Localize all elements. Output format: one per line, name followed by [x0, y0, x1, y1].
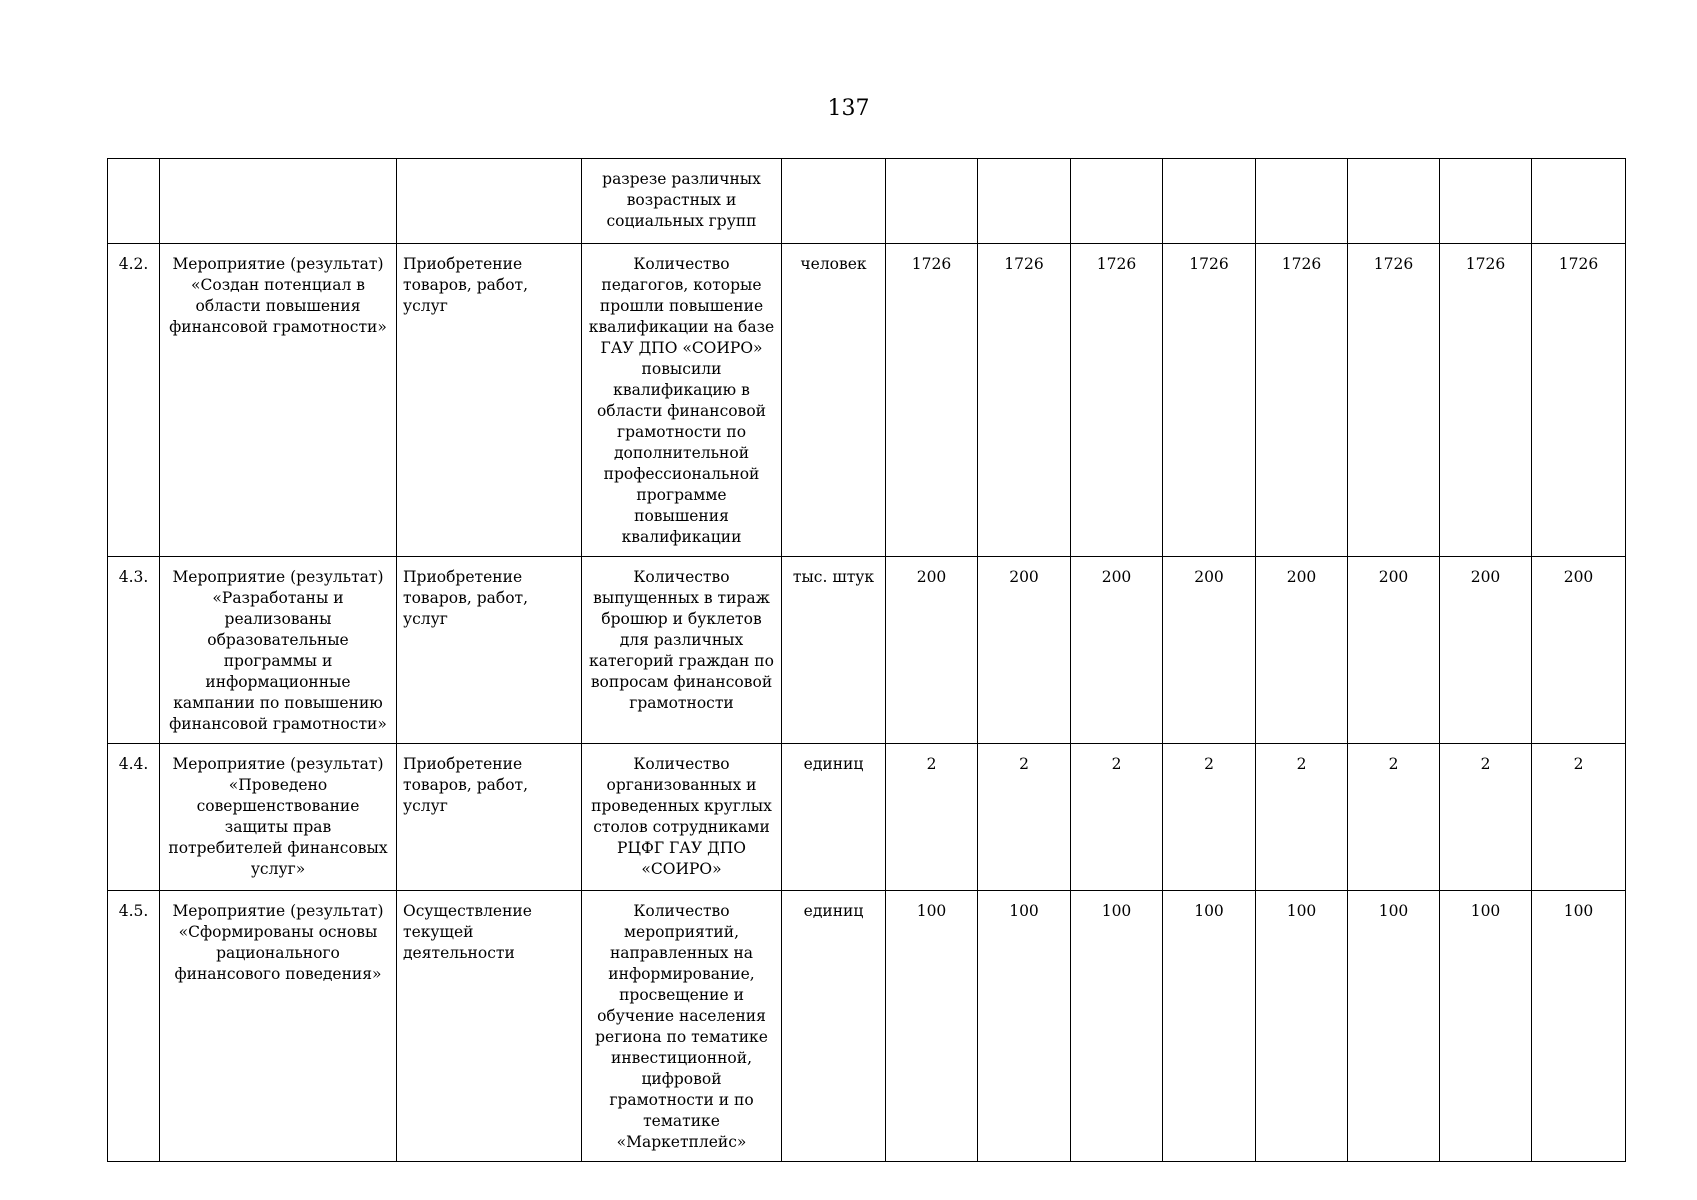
cell-type — [397, 159, 582, 244]
cell-number — [108, 159, 160, 244]
cell-value — [886, 159, 978, 244]
cell-value: 1726 — [1163, 244, 1256, 557]
cell-indicator: разрезе различных возрастных и социальных групп — [582, 159, 782, 244]
cell-value — [1071, 159, 1163, 244]
cell-value — [1163, 159, 1256, 244]
cell-indicator: Количество организованных и проведенных круглых столов сотрудниками РЦФГ ГАУ ДПО «СОИРО» — [582, 744, 782, 891]
cell-value — [1256, 159, 1348, 244]
cell-value — [978, 159, 1071, 244]
cell-value: 1726 — [1440, 244, 1532, 557]
cell-unit: единиц — [782, 744, 886, 891]
table-row-4-2 — [108, 244, 1626, 557]
cell-value: 100 — [1071, 891, 1163, 1162]
cell-event: Мероприятие (результат) «Создан потенциал в области повышения финансовой грамотности» — [160, 244, 397, 557]
cell-value: 200 — [1532, 557, 1626, 744]
cell-number: 4.2. — [108, 244, 160, 557]
cell-number: 4.5. — [108, 891, 160, 1162]
cell-value: 200 — [1071, 557, 1163, 744]
cell-value: 2 — [978, 744, 1071, 891]
cell-type: Осуществление текущей деятельности — [397, 891, 582, 1162]
cell-indicator: Количество мероприятий, направленных на информирование, просвещение и обучение населения региона по тематике инвестиционной, цифровой грамотности и по тематике «Маркетплейс» — [582, 891, 782, 1162]
cell-unit: единиц — [782, 891, 886, 1162]
cell-value: 2 — [1163, 744, 1256, 891]
cell-value: 100 — [1163, 891, 1256, 1162]
cell-value: 1726 — [978, 244, 1071, 557]
cell-event: Мероприятие (результат) «Проведено совершенствование защиты прав потребителей финансовых услуг» — [160, 744, 397, 891]
program-activities-table — [107, 158, 1626, 1162]
cell-value: 100 — [1440, 891, 1532, 1162]
cell-value — [1348, 159, 1440, 244]
cell-type: Приобретение товаров, работ, услуг — [397, 744, 582, 891]
cell-value: 100 — [886, 891, 978, 1162]
cell-value: 1726 — [1348, 244, 1440, 557]
cell-unit — [782, 159, 886, 244]
cell-value: 100 — [1348, 891, 1440, 1162]
cell-value: 1726 — [1256, 244, 1348, 557]
cell-value: 200 — [886, 557, 978, 744]
cell-value: 2 — [1256, 744, 1348, 891]
cell-value: 200 — [1256, 557, 1348, 744]
cell-number: 4.4. — [108, 744, 160, 891]
cell-value: 1726 — [1071, 244, 1163, 557]
cell-value: 200 — [1163, 557, 1256, 744]
table-row-4-5 — [108, 891, 1626, 1162]
table-row-4-4 — [108, 744, 1626, 891]
cell-value: 2 — [886, 744, 978, 891]
cell-unit: тыс. штук — [782, 557, 886, 744]
cell-value: 1726 — [886, 244, 978, 557]
cell-value: 2 — [1071, 744, 1163, 891]
cell-value: 100 — [978, 891, 1071, 1162]
table-row-continuation — [108, 159, 1626, 244]
cell-event: Мероприятие (результат) «Разработаны и реализованы образовательные программы и информационные кампании по повышению финансовой грамотности» — [160, 557, 397, 744]
page-number: 137 — [827, 96, 870, 121]
cell-type: Приобретение товаров, работ, услуг — [397, 557, 582, 744]
cell-value: 200 — [1440, 557, 1532, 744]
cell-value: 2 — [1348, 744, 1440, 891]
cell-value: 200 — [978, 557, 1071, 744]
cell-value — [1532, 159, 1626, 244]
cell-value: 1726 — [1532, 244, 1626, 557]
cell-type: Приобретение товаров, работ, услуг — [397, 244, 582, 557]
cell-event — [160, 159, 397, 244]
cell-value: 2 — [1440, 744, 1532, 891]
cell-value — [1440, 159, 1532, 244]
cell-value: 100 — [1532, 891, 1626, 1162]
cell-unit: человек — [782, 244, 886, 557]
cell-event: Мероприятие (результат) «Сформированы основы рационального финансового поведения» — [160, 891, 397, 1162]
cell-value: 2 — [1532, 744, 1626, 891]
table-row-4-3 — [108, 557, 1626, 744]
cell-indicator: Количество выпущенных в тираж брошюр и буклетов для различных категорий граждан по вопросам финансовой грамотности — [582, 557, 782, 744]
cell-value: 100 — [1256, 891, 1348, 1162]
cell-indicator: Количество педагогов, которые прошли повышение квалификации на базе ГАУ ДПО «СОИРО» повысили квалификацию в области финансовой грамотности по дополнительной профессиональной программе повышения квалификации — [582, 244, 782, 557]
cell-value: 200 — [1348, 557, 1440, 744]
cell-number: 4.3. — [108, 557, 160, 744]
